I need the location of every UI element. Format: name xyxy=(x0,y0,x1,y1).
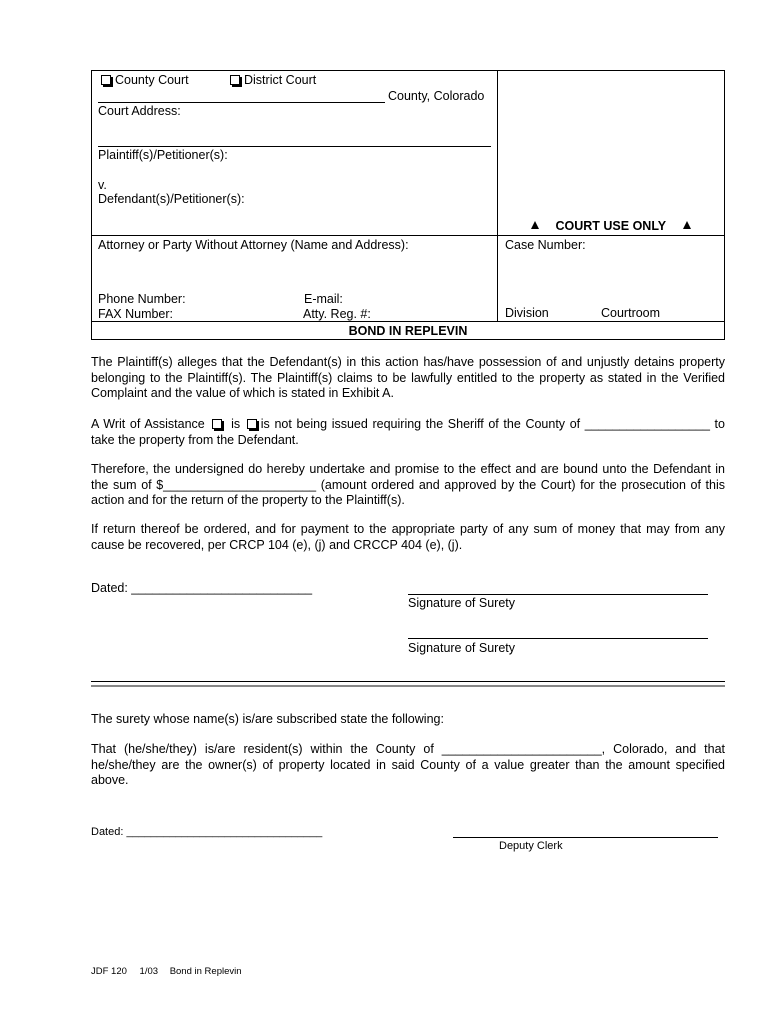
caption-divider-1 xyxy=(91,235,725,236)
deputy-clerk-line[interactable] xyxy=(453,837,718,838)
footer-form-name: Bond in Replevin xyxy=(169,966,242,977)
writ-paragraph xyxy=(91,417,725,448)
county-court-label: County Court xyxy=(115,73,189,87)
caption-divider-2 xyxy=(91,321,725,322)
atty-reg-label: Atty. Reg. #: xyxy=(303,307,371,321)
signature-surety-label-1: Signature of Surety xyxy=(408,596,516,610)
allegation-paragraph: The Plaintiff(s) alleges that the Defendant(s) in this action has/have possession of and unjustly detains property belonging to the Plaintiff(s). The Plaintiff(s) claims to be lawfully entitled to the property as stated in the Verified Complaint and the value of which is stated in Exhibit A. xyxy=(91,355,725,400)
attorney-label: Attorney or Party Without Attorney (Name and Address): xyxy=(98,238,409,252)
court-address-label: Court Address: xyxy=(98,104,181,118)
signature-line-1[interactable] xyxy=(408,594,708,595)
footer xyxy=(91,966,242,977)
footer-revision: 1/03 xyxy=(139,966,159,977)
county-court-option[interactable] xyxy=(101,73,189,87)
return-paragraph: If return thereof be ordered, and for payment to the appropriate party of any sum of money that may from any cause be recovered, per CRCP 104 (e), (j) and CRCCP 404 (e), (j). xyxy=(91,522,725,552)
signature-surety-label-2: Signature of Surety xyxy=(408,641,516,655)
court-use-only xyxy=(531,219,691,233)
undertaking-paragraph: Therefore, the undersigned do hereby undertake and promise to the effect and are bound unto the Defendant in the sum of $______________________ (amount ordered and approved by the Court) for the prosecution of this action and for the return of the property to the Plaintiff(s). xyxy=(91,462,725,507)
district-court-checkbox[interactable] xyxy=(230,75,240,85)
county-court-checkbox[interactable] xyxy=(101,75,111,85)
defendant-label: Defendant(s)/Petitioner(s): xyxy=(98,192,245,206)
court-use-only-label: COURT USE ONLY xyxy=(555,219,666,233)
division-label: Division xyxy=(505,306,549,320)
arrow-up-icon xyxy=(531,221,539,229)
surety-dated-field[interactable]: Dated: ________________________________ xyxy=(91,826,323,838)
arrow-up-icon xyxy=(683,221,691,229)
phone-label: Phone Number: xyxy=(98,292,186,306)
dated-field[interactable]: Dated: __________________________ xyxy=(91,581,313,595)
county-name-line[interactable] xyxy=(98,102,385,103)
district-court-option[interactable] xyxy=(230,73,316,87)
deputy-clerk-label: Deputy Clerk xyxy=(499,840,563,852)
document-title: BOND IN REPLEVIN xyxy=(348,324,468,338)
caption-divider-vertical xyxy=(497,70,498,322)
footer-form-id: JDF 120 xyxy=(91,966,127,977)
case-number-label: Case Number: xyxy=(505,238,586,252)
plaintiff-label: Plaintiff(s)/Petitioner(s): xyxy=(98,148,228,162)
section-separator xyxy=(91,681,725,687)
writ-is-checkbox[interactable] xyxy=(212,419,222,429)
court-address-line[interactable] xyxy=(98,146,491,147)
versus-label: v. xyxy=(98,178,107,192)
county-colorado-label: County, Colorado xyxy=(388,89,485,103)
writ-label: A Writ of Assistance xyxy=(91,417,205,431)
district-court-label: District Court xyxy=(244,73,317,87)
writ-is-not-checkbox[interactable] xyxy=(247,419,257,429)
fax-label: FAX Number: xyxy=(98,307,174,321)
surety-statement: That (he/she/they) is/are resident(s) within the County of _______________________, Colorado, and that he/she/they are the owner(s) of property located in said County of a value greater than the amount specified above. xyxy=(91,742,725,787)
surety-intro: The surety whose name(s) is/are subscribed state the following: xyxy=(91,712,444,726)
signature-line-2[interactable] xyxy=(408,638,708,639)
writ-rest-text: is not being issued requiring the Sheriff of the County of __________________ to take the property from the Defendant. xyxy=(91,417,725,447)
courtroom-label: Courtroom xyxy=(601,306,661,320)
writ-is-label: is xyxy=(231,417,241,431)
email-label: E-mail: xyxy=(304,292,343,306)
